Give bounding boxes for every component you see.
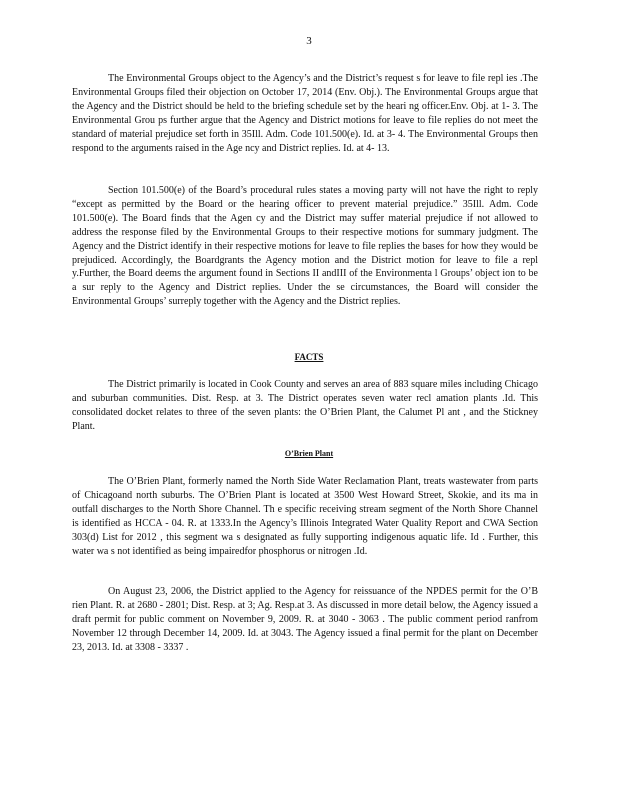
section-heading-facts [0, 352, 618, 362]
section-heading-obrien-plant [0, 449, 618, 458]
obrien-heading-text: O’Brien Plant [284, 449, 334, 458]
paragraph-npdes-permit: On August 23, 2006, the District applied to the Agency for reissuance of the NPDES permit for the O’B rien Plant. R. at 2680 - 2801; Dist. Resp. at 3; Ag. Resp.at 3. As discussed in more detail below, the Agency issued a draft permit for public comment on November 9, 2009. R. at 3040 - 3063 . The public comment period ranfrom November 12 through December 14, 2009. Id. at 3043. The Agency issued a final permit for the plant on December 23, 2013. Id. at 3308 - 3337 . [72, 586, 538, 653]
paragraph-objection: The Environmental Groups object to the Agency’s and the District’s request s for leave to file repl ies .The Environmental Groups filed their objection on October 17, 2014 (Env. Obj.). The Environmental Groups argue that the Agency and the District should be held to the briefing schedule set by the heari ng officer.Env. Obj. at 1- 3. The Environmental Grou ps further argue that the Agency and District motions for leave to file replies do not meet the standard of material prejudice set forth in 35Ill. Adm. Code 101.500(e). Id. at 3- 4. The Environmental Groups then respond to the arguments raised in the Age ncy and District replies. Id. at 4- 13. [72, 73, 538, 154]
paragraph-district-overview: The District primarily is located in Cook County and serves an area of 883 square miles including Chicago and suburban communities. Dist. Resp. at 3. The District operates seven water recl amation plants .Id. This consolidated docket relates to three of the seven plants: the O’Brien Plant, the Calumet Pl ant , and the Stickney Plant. [72, 379, 538, 432]
paragraph-obrien-plant: The O’Brien Plant, formerly named the North Side Water Reclamation Plant, treats wastewater from parts of Chicagoand north suburbs. The O’Brien Plant is located at 3500 West Howard Street, Skokie, and its ma in outfall discharges to the North Shore Channel. Th e specific receiving stream segment of the North Shore Channel is identified as HCCA - 04. R. at 1333.In the Agency’s Illinois Integrated Water Quality Report and CWA Section 303(d) List for 2012 , this segment wa s designated as fully supporting indigenous aquatic life. Id . Further, this water wa s not identified as being impairedfor phosphorus or nitrogen .Id. [72, 476, 538, 557]
paragraph-board-ruling: Section 101.500(e) of the Board’s procedural rules states a moving party will not have the right to reply “except as permitted by the Board or the hearing officer to prevent material prejudice.” 35Ill. Adm. Code 101.500(e). The Board finds that the Agen cy and the District may suffer material prejudice if not allowed to address the response filed by the Environmental Groups to their respective motions for summary judgment. The Agency and the District identify in their respective motions for leave to file replies the bases for how they would be prejudiced. Accordingly, the Boardgrants the Agency motion and the District motion for leave to file a repl y.Further, the Board deems the argument found in Sections II andIII of the Environmenta l Groups’ object ion to be a sur reply to the Agency and District replies. Under the se circumstances, the Board will consider the Environmental Groups’ surreply together with the Agency and the District replies. [72, 185, 538, 308]
facts-heading-text: FACTS [294, 352, 324, 362]
page-number: 3 [306, 35, 312, 47]
